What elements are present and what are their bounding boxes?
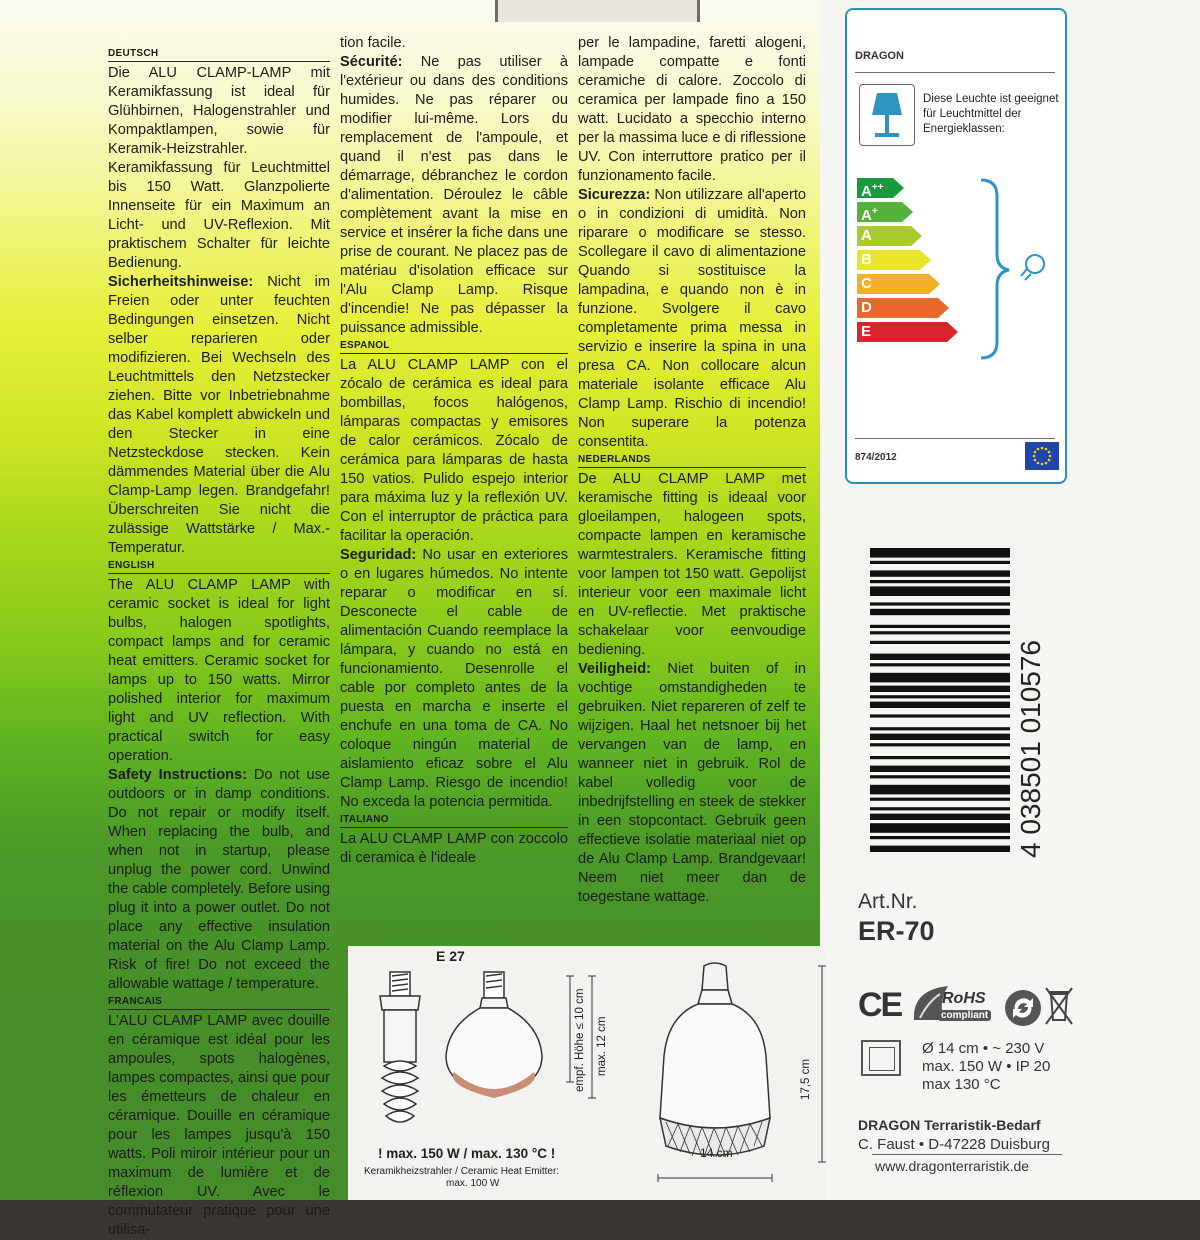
barcode-bar [870,756,1010,759]
italiano-safety-title: Sicurezza: [578,187,651,203]
english-safety [108,766,330,994]
limits-label: ! max. 150 W / max. 130 °C ! [378,1146,556,1161]
energy-class-7 [857,322,884,342]
manufacturer-website: www.dragonterraristik.de [875,1158,1030,1174]
barcode-bar [870,807,1010,810]
manufacturer-info [858,1116,1050,1154]
lamp-height-label: 17,5 cm [800,1059,812,1100]
barcode-bar [870,743,1010,746]
barcode-bar [870,775,1010,778]
emitter-note-line1: Keramikheizstrahler / Ceramic Heat Emitter: [364,1166,560,1177]
italiano-intro: La ALU CLAMP LAMP con zoccolo di ceramica è l'ideale [340,831,568,866]
energy-class-label: A [861,207,872,224]
barcode-bar [870,586,1010,596]
crossed-bin-icon [1044,984,1074,1028]
certification-marks [858,976,1078,1036]
nederlands-safety-title: Veiligheid: [578,661,651,677]
energy-class-3 [857,226,884,246]
francais-intro-cont: tion facile. [340,35,406,51]
barcode-bar [870,714,1010,717]
barcode-digits-text: 4 038501 010576 [1015,640,1046,858]
espanol-intro: La ALU CLAMP LAMP con el zócalo de cerámica es ideal para bombillas, focos halógenos, lámparas compactas y emisores de calor cerámicos. Zócalo de cerámica para lámparas de hasta 150 vatios. Pulido espejo interior para máxima luz y la reflexión UV. Con el interruptor de práctica para facilitar la operación. [340,357,568,544]
barcode-digits [1010,570,1050,865]
barcode-bar [870,846,1010,852]
heading-nederlands: NEDERLANDS [578,453,806,468]
emitter-note-line2: max. 100 W [446,1178,500,1189]
deutsch-safety-title: Sicherheitshinweise: [108,274,254,290]
eu-flag-icon [1025,442,1059,470]
barcode-bar [870,561,1010,564]
energy-label-brand: DRAGON [855,50,904,62]
energy-class-sup: ++ [871,182,884,193]
heading-francais: FRANCAIS [108,995,330,1010]
barcode-bar [870,766,1010,772]
francais-intro: L'ALU CLAMP LAMP avec douille en céramique est idéal pour les ampoules, spots halogènes, lampes compactes, ainsi que pour les émetteurs de chaleur en céramique. Douille en céramique pour les lampes jusqu'à 150 watts. Poli miroir intérieur pour un maximum de lumière et de réflexion UV. Avec le commutateur pratique pour une utilisa- [108,1013,330,1238]
energy-class-6 [857,298,884,318]
spec-line-3: max 130 °C [922,1076,1001,1093]
box-top-notch [495,0,700,22]
ce-mark-icon: CE [858,986,902,1024]
nederlands-safety-text: Niet buiten of in vochtige omstandigheden te gebruiken. Niet repareren of zelf te wijzigen. Haal het netsnoer bij het vervangen van de lamp, en wanneer niet in gebruik. Rol de kabel volledig voor de inbedrijfstelling en steek de stekker in een stopcontact. Gebruik geen effectieve isolatie materiaal niet op de Alu Clamp Lamp. Brandgevaar! Neem niet meer dan de toegestane wattage. [578,661,806,905]
manufacturer-name: DRAGON [858,1117,921,1133]
italiano-intro-cont: per le lampadine, faretti alogeni, lampade compatte e fonti ceramiche di calore. Zoccolo di ceramica per lampade fino a 150 watt. Lucidato a specchio interno per la massima luce e di riflessione UV. Con interruttore pratico per il funzionamento facile. [578,35,806,184]
text-column-3 [578,34,806,924]
english-safety-title: Safety Instructions: [108,767,248,783]
italiano-safety [578,186,806,452]
espanol-safety-title: Seguridad: [340,547,417,563]
energy-class-label: D [861,299,872,316]
energy-class-2 [857,202,884,222]
barcode-digits-svg [1010,570,1050,860]
barcode-bar [870,823,1010,833]
height-max-label: max. 12 cm [596,1016,608,1076]
deutsch-intro: Die ALU CLAMP-LAMP mit Keramikfassung ist ideal für Glühbirnen, Halogenstrahler und Kompaktlampen, sowie für Keramik-Heizstrahler. Keramikfassung für Leuchtmittel bis 150 Watt. Glanzpolierte Innenseite für ein Maximum an Licht- und UV-Reflexion. Mit praktischem Schalter für leichte Bedienung. [108,65,330,271]
barcode-bar [870,836,1010,839]
energy-classes [857,178,884,346]
heading-italiano: ITALIANO [340,813,568,828]
barcode-bar [870,654,1010,660]
protection-class-2-icon [861,1040,901,1076]
barcode-bar [870,702,1010,708]
heading-espanol: ESPANOL [340,339,568,354]
energy-class-label: B [861,251,872,268]
barcode-bars [870,548,1010,854]
reflector-bulb-icon [446,972,542,1098]
lamp-diagram-drawing [348,946,826,1200]
english-intro: The ALU CLAMP LAMP with ceramic socket is ideal for light bulbs, halogen spotlights, compact lamps and for ceramic heat emitters. Ceramic socket for lamps up to 150 watts. Mirror polished interior for maximum light and UV reflection. With practical switch for easy operation. [108,577,330,764]
barcode-bar [870,580,1010,583]
deutsch-safety [108,273,330,558]
barcode-bar [870,673,1010,683]
rohs-compliant-text: compliant [938,1010,991,1021]
barcode-bar [870,814,1010,820]
nederlands-safety [578,660,806,907]
barcode-bar [870,609,1010,615]
barcode-bar [870,570,1010,576]
energy-label-divider-bottom [855,438,1055,439]
barcode-bar [870,602,1010,605]
energy-regulation: 874/2012 [855,452,897,463]
heading-deutsch: DEUTSCH [108,47,330,62]
energy-label-text: Diese Leuchte ist geeignet für Leuchtmittel der Energieklassen: [923,93,1059,135]
energy-class-1 [857,178,884,198]
energy-class-label: E [861,323,872,340]
energy-label-divider-top [855,72,1055,73]
technical-specs [922,1040,1050,1094]
spec-line-1: Ø 14 cm • ~ 230 V [922,1040,1045,1057]
energy-class-4 [857,250,884,270]
energy-class-arrow [857,322,959,342]
espanol-safety [340,546,568,812]
energy-class-label: C [861,275,872,292]
rohs-leaf-icon [908,980,998,1030]
clamp-lamp-icon [660,963,770,1157]
barcode-bar [870,798,1010,801]
manufacturer-name-rest: Terraristik-Bedarf [924,1117,1041,1133]
barcode-bar [870,686,1010,692]
text-column-1 [108,46,331,1238]
table-lamp-icon [859,84,915,146]
text-column-2 [340,34,568,904]
energy-class-5 [857,274,884,294]
barcode-bar [870,734,1010,740]
socket-label: E 27 [436,948,465,964]
manufacturer-address: C. Faust • D-47228 Duisburg [858,1136,1051,1153]
lamp-width-label: 14 cm [700,1146,733,1160]
barcode-bar [870,641,1010,644]
espanol-safety-text: No usar en exteriores o en lugares húmedos. No intente reparar o modificar en sí. Desconecte el cable de alimentación Cuando reemplace la lámpara, y cuando no está en funcionamiento. Desenrolle el cable por completo antes de la puesta en marcha e inserte el enchufe en una toma de CA. No coloque ningún material de aislamiento eficaz sobre el Alu Clamp Lamp. Riesgo de incendio! No exceda la potencia permitida. [340,547,568,810]
english-safety-text: Do not use outdoors or in damp conditions. Do not repair or modify itself. When replacing the bulb, and when not in startup, please unplug the power cord. Unwind the cable completely. Before using plug it into a power outlet. Do not place any effective insulation material on the Alu Clamp Lamp. Risk of fire! Do not exceed the allowable wattage / temperature. [108,767,331,992]
barcode-bar [870,631,1010,634]
recycle-icon [1003,988,1043,1028]
francais-safety [340,53,568,338]
deutsch-safety-text: Nicht im Freien oder unter feuchten Bedingungen einsetzen. Nicht selber reparieren oder modifizieren. Bei Wechseln des Leuchtmittels den Netzstecker ziehen. Bitte vor Inbetriebnahme das Kabel komplett abwickeln und den Stecker in eine Netzsteckdose stecken. Kein dämmendes Material über die Alu Clamp-Lamp legen. Brandgefahr! Überschreiten Sie nicht die zulässige Wattstärke / Max.-Temperatur. [108,274,330,556]
barcode-bar [870,695,1010,698]
barcode-bar [870,727,1010,730]
barcode-bar [870,663,1010,666]
francais-safety-title: Sécurité: [340,54,403,70]
height-recommended-label: empf. Höhe ≤ 10 cm [574,988,586,1092]
energy-class-label: A [861,183,872,200]
lamp-diagram-panel [348,946,826,1200]
francais-safety-text: Ne pas utiliser à l'extérieur ou dans des conditions humides. Ne pas réparer ou modifier lui-même. Lors du remplacement de l'ampoule, et quand il n'est pas dans le démarrage, débranchez le cordon d'alimentation. Déroulez le câble complètement avant la mise en service et insérer la fiche dans une prise de courant. Ne placez pas de matériau d'isolation efficace sur l'Alu Clamp Lamp. Risque d'incendie! Ne pas dépasser la puissance admissible. [340,54,568,336]
nederlands-intro: De ALU CLAMP LAMP met keramische fitting is ideaal voor gloeilampen, halogeen spots, compacte lampen en keramische warmtestralers. Keramische fitting voor lampen tot 150 watt. Gepolijst interieur voor een maximale licht en UV-reflectie. Met praktische schakelaar voor eenvoudige bediening. [578,471,806,658]
italiano-safety-text: Non utilizzare all'aperto o in condizioni di umidità. Non riparare o modificare se stesso. Scollegare il cavo di alimentazione Quando si sostituisce la lampadina, e quando non è in funzione. Svolgere il cavo completamente prima messa in servizio e inserire la spina in una presa CA. Non collocare alcun materiale isolante efficace Alu Clamp Lamp. Rischio di incendio! Non superare la potenza consentita. [578,187,806,450]
heading-english: ENGLISH [108,559,330,574]
barcode-bar [870,548,1010,558]
rohs-text: RoHS [942,990,986,1007]
article-number: ER-70 [858,916,935,946]
spiral-bulb-icon [380,972,420,1122]
energy-class-label: A [861,227,872,244]
article-label: Art.Nr. [858,890,918,913]
energy-label [845,8,1067,484]
energy-bracket-bulb-icon [975,178,1055,365]
barcode-bar [870,625,1010,628]
energy-class-sup: + [871,206,878,217]
barcode-bar [870,785,1010,795]
spec-line-2: max. 150 W • IP 20 [922,1058,1051,1075]
